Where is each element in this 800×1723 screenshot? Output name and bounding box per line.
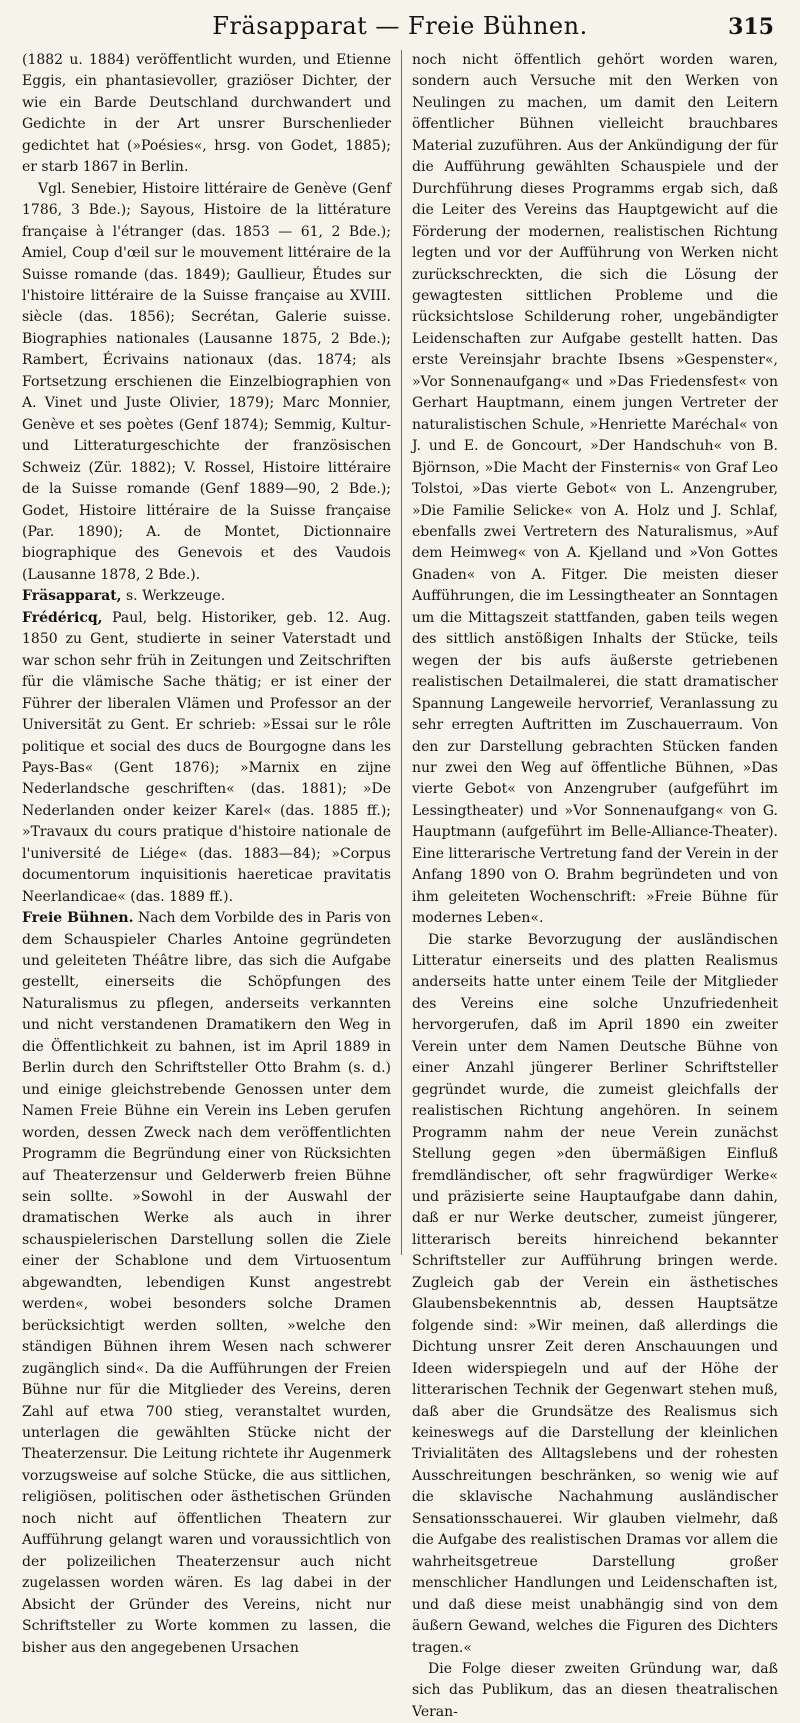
left-column: [22, 50, 392, 1656]
entry-text: Paul, belg. Historiker, geb. 12. Aug. 1850 zu Gent, studierte in seiner Vaterstadt und war schon sehr früh in Zeitungen und Zeitschriften für die vlämische Sache thätig; er ist einer der Führer der liberalen Vlämen und Professor an der Universität zu Gent. Er schrieb: »Essai sur le rôle politique et social des ducs de Bourgogne dans les Pays-Bas« (Gent 1876); »Marnix en zijne Nederlandsche geschriften« (das. 1881); »De Nederlanden onder keizer Karel« (das. 1885 ff.); »Travaux du cours pratique d'histoire nationale de l'université de Liége« (das. 1883—84); »Corpus documentorum inquisitionis haereticae pravitatis Neerlandicae« (das. 1889 ff.).: [22, 609, 391, 905]
page-number: 315: [728, 14, 774, 40]
page-header: [26, 12, 774, 46]
bibliography-paragraph: Vgl. Senebier, Histoire littéraire de Genève (Genf 1786, 3 Bde.); Sayous, Histoire de la littérature française à l'étranger (das. 1853 — 61, 2 Bde.); Amiel, Coup d'œil sur le mouvement littéraire de la Suisse romande (das. 1849); Gaullieur, Études sur l'histoire littéraire de la Suisse française au XVIII. siècle (das. 1856); Secrétan, Galerie suisse. Biographies nationales (Lausanne 1875, 2 Bde.); Rambert, Écrivains nationaux (das. 1874; als Fortsetzung erschienen die Einzelbiographien von A. Vinet und Juste Olivier, 1879); Marc Monnier, Genève et ses poètes (Genf 1874); Semmig, Kultur- und Litteraturgeschichte der französischen Schweiz (Zür. 1882); V. Rossel, Histoire littéraire de la Suisse romande (Genf 1889—90, 2 Bde.); Godet, Histoire littéraire de la Suisse française (Par. 1890); A. de Montet, Dictionnaire biographique des Genevois et des Vaudois (Lausanne 1878, 2 Bde.).: [22, 180, 391, 583]
entry-fraesapparat: [22, 586, 391, 607]
entry-freie-buehnen: [22, 908, 391, 1659]
entry-headword: Freie Bühnen.: [22, 910, 134, 927]
running-title: Fräsapparat — Freie Bühnen.: [212, 12, 588, 40]
right-column: [412, 50, 778, 1720]
body-paragraph: Die starke Bevorzugung der ausländischen Litteratur einerseits und des platten Realismus anderseits hatte unter einem Teile der Mitglieder des Vereins eine solche Unzufriedenheit hervorgerufen, daß im April 1890 ein zweiter Verein unter dem Namen Deutsche Bühne von einer Anzahl jüngerer Berliner Schriftsteller gegründet wurde, die zumeist gleichfalls der realistischen Richtung angehören. In seinem Programm nahm der neue Verein zunächst Stellung gegen »den übermäßigen Einfluß fremdländischer, oft sehr fragwürdiger Werke« und präzisierte seine Hauptaufgabe dann dahin, daß er nur Werke deutscher, zumeist jüngerer, litterarisch bereits hinreichend bekannter Schriftsteller zur Aufführung bringen werde. Zugleich gab der Verein ein ästhetisches Glaubensbekenntnis ab, dessen Hauptsätze folgende sind: »Wir meinen, daß allerdings die Dichtung unsrer Zeit deren Anschauungen und Ideen widerspiegeln und auf der Höhe der litterarischen Technik der Gegenwart stehen muß, daß aber die Grundsätze des Realismus sich keineswegs auf die Darstellung der kleinlichen Trivialitäten des Alltagslebens und der rohesten Ausschreitungen beschränken, so wenig wie auf die sklavische Nachahmung ausländischer Sensationsschauerei. Wir glauben vielmehr, daß die Aufgabe des realistischen Dramas vor allem die wahrheitsgetreue Darstellung großer menschlicher Handlungen und Leidenschaften ist, und daß diese meist unabhängig sind von dem äußern Gewand, welches die Figuren des Dichters tragen.«: [412, 931, 778, 1656]
entry-continuation: noch nicht öffentlich gehört worden waren, sondern auch Versuche mit den Werken von Neulingen zu machen, um damit den Leitern öffentlicher Bühnen vielleicht brauchbares Material zuzuführen. Aus der Ankündigung der für die Aufführung gewählten Schauspiele und der Durchführung dieses Programms ergab sich, daß die Leiter des Vereins das Hauptgewicht auf die Förderung der modernen, realistischen Richtung legten und vor der Aufführung von Werken nicht zurückschreckten, die sich die Lösung der gewagtesten sittlichen Probleme und die rücksichtslose Schilderung roher, ungebändigter Leidenschaften zur Aufgabe gestellt hatten. Das erste Vereinsjahr brachte Ibsens »Gespenster«, »Vor Sonnenaufgang« und »Das Friedensfest« von Gerhart Hauptmann, einem jungen Vertreter der naturalistischen Schule, »Henriette Maréchal« von J. und E. de Goncourt, »Der Handschuh« von B. Björnson, »Die Macht der Finsternis« von Graf Leo Tolstoi, »Das vierte Gebot« von L. Anzengruber, »Die Familie Selicke« von A. Holz und J. Schlaf, ebenfalls zwei Vertretern des Naturalismus, »Auf dem Heimweg« von A. Kjelland und »Von Gottes Gnaden« von A. Fitger. Die meisten dieser Aufführungen, die im Lessingtheater an Sonntagen um die Mittagszeit stattfanden, gaben teils wegen des sittlich anstößigen Inhalts der Stücke, teils wegen der bis aufs äußerste getriebenen realistischen Detailmalerei, die statt dramatischer Spannung Langeweile hervorrief, Veranlassung zu sehr erregten Auftritten im Zuschauerraum. Von den zur Darstellung gebrachten Stücken fanden nur zwei den Weg auf öffentliche Bühnen, »Das vierte Gebot« von Anzengruber (aufgeführt im Lessingtheater) und »Vor Sonnenaufgang« von G. Hauptmann (aufgeführt im Belle-Alliance-Theater). Eine litterarische Vertretung fand der Verein in der Anfang 1890 von O. Brahm begründeten und von ihm geleiteten Wochenschrift: »Freie Bühne für modernes Leben«.: [412, 52, 778, 927]
entry-headword: Fräsapparat,: [22, 588, 122, 605]
entry-fredericq: [22, 608, 391, 908]
entry-text: Nach dem Vorbilde des in Paris von dem Schauspieler Charles Antoine gegründeten und geleiteten Théâtre libre, das sich die Aufgabe gestellt, einerseits die Schöpfungen des Naturalismus zu pflegen, anderseits verkannten und nicht verstandenen Dramatikern den Weg in die Öffentlichkeit zu bahnen, ist im April 1889 in Berlin durch den Schriftsteller Otto Brahm (s. d.) und einige gleichstrebende Genossen unter dem Namen Freie Bühne ein Verein ins Leben gerufen worden, dessen Zweck nach dem veröffentlichten Programm die Begründung einer von Rücksichten auf Theaterzensur und Gelderwerb freien Bühne sein sollte. »Sowohl in der Auswahl der dramatischen Werke als auch in ihrer schauspielerischen Darstellung sollen die Ziele einer der Schablone und dem Virtuosentum abgewandten, lebendigen Kunst angestrebt werden«, wobei besonders solche Dramen berücksichtigt werden sollten, »welche den ständigen Bühnen ihrem Wesen nach schwerer zugänglich sind«. Da die Aufführungen der Freien Bühne nur für die Mitglieder des Vereins, deren Zahl auf etwa 700 stieg, veranstaltet wurden, unterlagen die gewählten Stücke nicht der Theaterzensur. Die Leitung richtete ihr Augenmerk vorzugsweise auf solche Stücke, die aus sittlichen, religiösen, politischen oder ästhetischen Gründen noch nicht auf öffentlichen Theatern zur Aufführung gelangt waren und voraussichtlich von der polizeilichen Theaterzensur auch nicht zugelassen worden wären. Es lag dabei in der Absicht der Gründer des Vereins, nicht nur Schriftsteller zu Worte kommen zu lassen, die bisher aus den angegebenen Ursachen: [22, 910, 392, 1656]
entry-headword: Frédéricq,: [22, 609, 103, 626]
column-divider: [401, 50, 402, 1255]
entry-continuation: (1882 u. 1884) veröffentlicht wurden, und Etienne Eggis, ein phantasievoller, graziöser Dichter, der wie ein Barde Deutschland durchwandert und Gedichte in der Art unsrer Burschenlieder gedichtet hat (»Poésies«, hrsg. von Godet, 1885); er starb 1867 in Berlin.: [22, 52, 391, 176]
entry-text: s. Werkzeuge.: [121, 588, 226, 605]
body-paragraph: Die Folge dieser zweiten Gründung war, daß sich das Publikum, das an diesen theatralischen Veran-: [412, 1660, 778, 1720]
